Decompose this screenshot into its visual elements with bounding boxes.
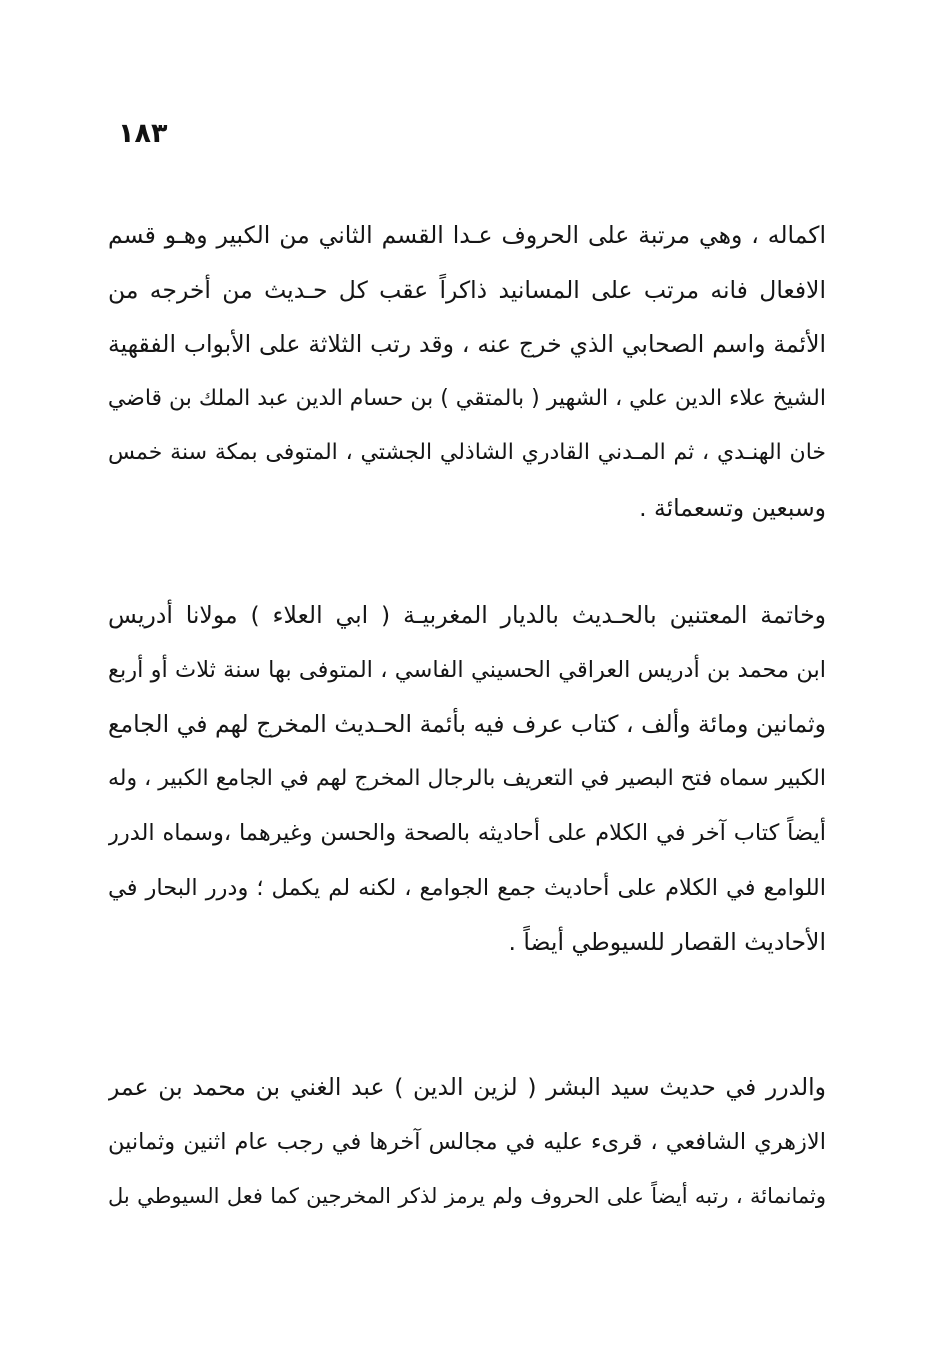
paragraph-1 [108,208,826,535]
paragraph-3 [108,1060,826,1224]
text-line: خان الهنـدي ، ثم المـدني القادري الشاذلي الجشتي ، المتوفى بمكة سنة خمس [108,440,826,465]
paragraph-2 [108,588,826,970]
text-line: والدرر في حديث سيد البشر ( لزين الدين ) عبد الغني بن محمد بن عمر [108,1073,826,1101]
text-line: ابن محمد بن أدريس العراقي الحسيني الفاسي ، المتوفى بها سنة ثلاث أو أربع [108,656,826,683]
text-line: الشيخ علاء الدين علي ، الشهير ( بالمتقي ) بن حسام الدين عبد الملك بن قاضي [108,385,826,411]
text-line: وثمانين ومائة وألف ، كتاب عرف فيه بأئمة الحـديث المخرج لهم في الجامع [108,710,826,738]
text-line: الكبير سماه فتح البصير في التعريف بالرجال المخرج لهم في الجامع الكبير ، وله [108,765,826,791]
text-line: اكماله ، وهي مرتبة على الحروف عـدا القسم الثاني من الكبير وهـو قسم [108,221,826,249]
page-number: ١٨٣ [118,118,168,149]
text-line: وسبعين وتسعمائة . [639,493,826,522]
text-line: الأئمة واسم الصحابي الذي خرج عنه ، وقد رتب الثلاثة على الأبواب الفقهية [108,330,826,358]
text-line: الازهري الشافعي ، قرىء عليه في مجالس آخرها في رجب عام اثنين وثمانين [108,1128,826,1155]
text-line: الافعال فانه مرتب على المسانيد ذاكراً عقب كل حـديث من أخرجه من [108,275,826,304]
text-line: وخاتمة المعتنين بالحـديث بالديار المغربيـة ( ابي العلاء ) مولانا أدريس [108,601,826,629]
text-line: الأحاديث القصار للسيوطي أيضاً . [508,928,826,956]
text-line: وثمانمائة ، رتبه أيضاً على الحروف ولم يرمز لذكر المخرجين كما فعل السيوطي بل [108,1184,826,1208]
text-line: أيضاً كتاب آخر في الكلام على أحاديثه بالصحة والحسن وغيرهما ،وسماه الدرر [108,820,826,846]
text-line: اللوامع في الكلام على أحاديث جمع الجوامع ، لكنه لم يكمل ؛ ودرر البحار في [108,874,826,901]
